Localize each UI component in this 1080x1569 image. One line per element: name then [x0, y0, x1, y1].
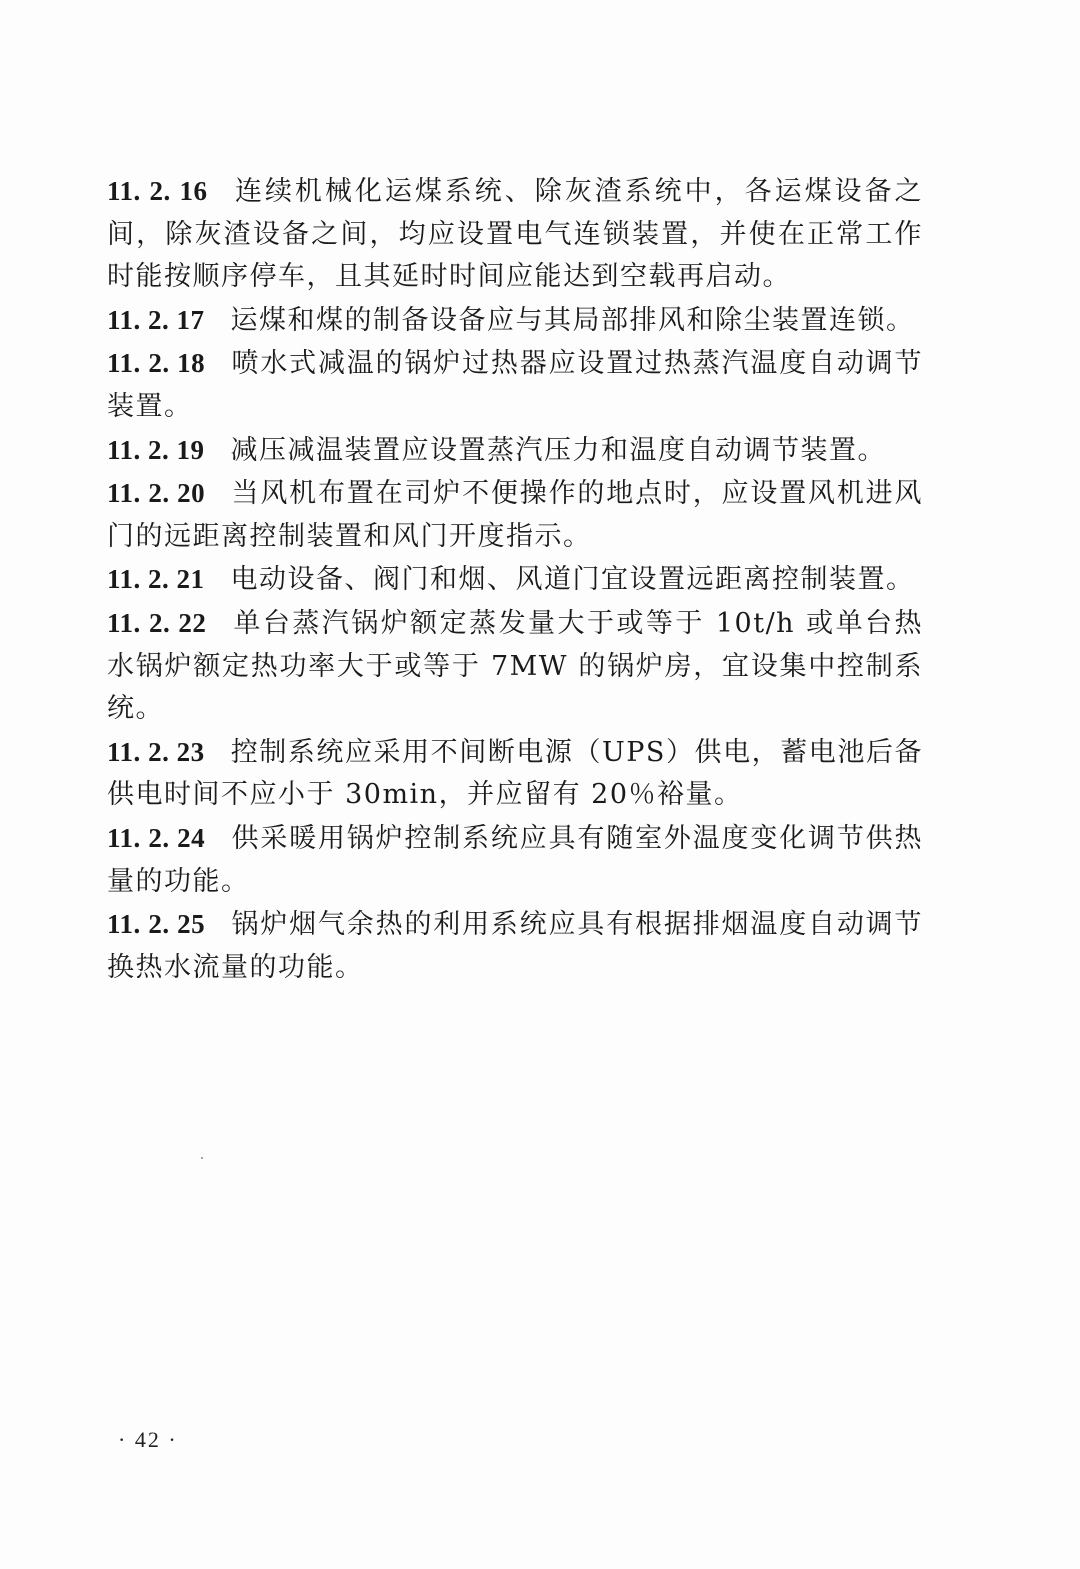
clause-11-2-21	[107, 558, 923, 602]
clause-11-2-25	[107, 903, 923, 989]
clause-11-2-22	[107, 602, 923, 731]
clause-text: 单台蒸汽锅炉额定蒸发量大于或等于 10t/h 或单台热水锅炉额定热功率大于或等于 7MW 的锅炉房，宜设集中控制系统。	[107, 607, 923, 725]
clause-number: 11. 2. 19	[107, 434, 205, 465]
clause-text: 运煤和煤的制备设备应与其局部排风和除尘装置连锁。	[230, 304, 915, 336]
clause-11-2-19	[107, 429, 923, 473]
clause-text: 控制系统应采用不间断电源（UPS）供电，蓄电池后备供电时间不应小于 30min，并应留有 20％裕量。	[107, 736, 923, 811]
clause-11-2-24	[107, 817, 923, 903]
clause-11-2-23	[107, 731, 923, 817]
clause-number: 11. 2. 20	[107, 478, 206, 509]
clause-text: 喷水式减温的锅炉过热器应设置过热蒸汽温度自动调节装置。	[107, 348, 924, 422]
page-number: · 42 ·	[118, 1427, 178, 1452]
clause-text: 减压减温装置应设置蒸汽压力和温度自动调节装置。	[230, 434, 887, 466]
scan-speck	[201, 1157, 203, 1159]
clause-number: 11. 2. 22	[107, 607, 207, 638]
clause-text: 电动设备、阀门和烟、风道门宜设置远距离控制装置。	[230, 564, 915, 596]
clause-11-2-18	[107, 342, 923, 428]
clause-text: 锅炉烟气余热的利用系统应具有根据排烟温度自动调节换热水流量的功能。	[107, 909, 924, 983]
clause-number: 11. 2. 18	[107, 348, 206, 379]
clause-11-2-17	[107, 299, 923, 343]
clause-text: 当风机布置在司炉不便操作的地点时，应设置风机进风门的远距离控制装置和风门开度指示。	[107, 478, 924, 552]
clause-text: 供采暖用锅炉控制系统应具有随室外温度变化调节供热量的功能。	[107, 822, 924, 897]
clause-number: 11. 2. 25	[107, 909, 206, 940]
clause-number: 11. 2. 21	[107, 564, 205, 595]
clause-number: 11. 2. 24	[107, 822, 206, 853]
clause-text: 连续机械化运煤系统、除灰渣系统中，各运煤设备之间，除灰渣设备之间，均应设置电气连锁装置，并使在正常工作时能按顺序停车，且其延时时间应能达到空载再启动。	[107, 176, 924, 293]
clause-number: 11. 2. 16	[107, 176, 208, 206]
clause-list	[107, 170, 923, 989]
clause-11-2-16	[107, 170, 923, 299]
clause-number: 11. 2. 23	[107, 736, 205, 767]
clause-11-2-20	[107, 472, 923, 558]
clause-number: 11. 2. 17	[107, 304, 205, 335]
